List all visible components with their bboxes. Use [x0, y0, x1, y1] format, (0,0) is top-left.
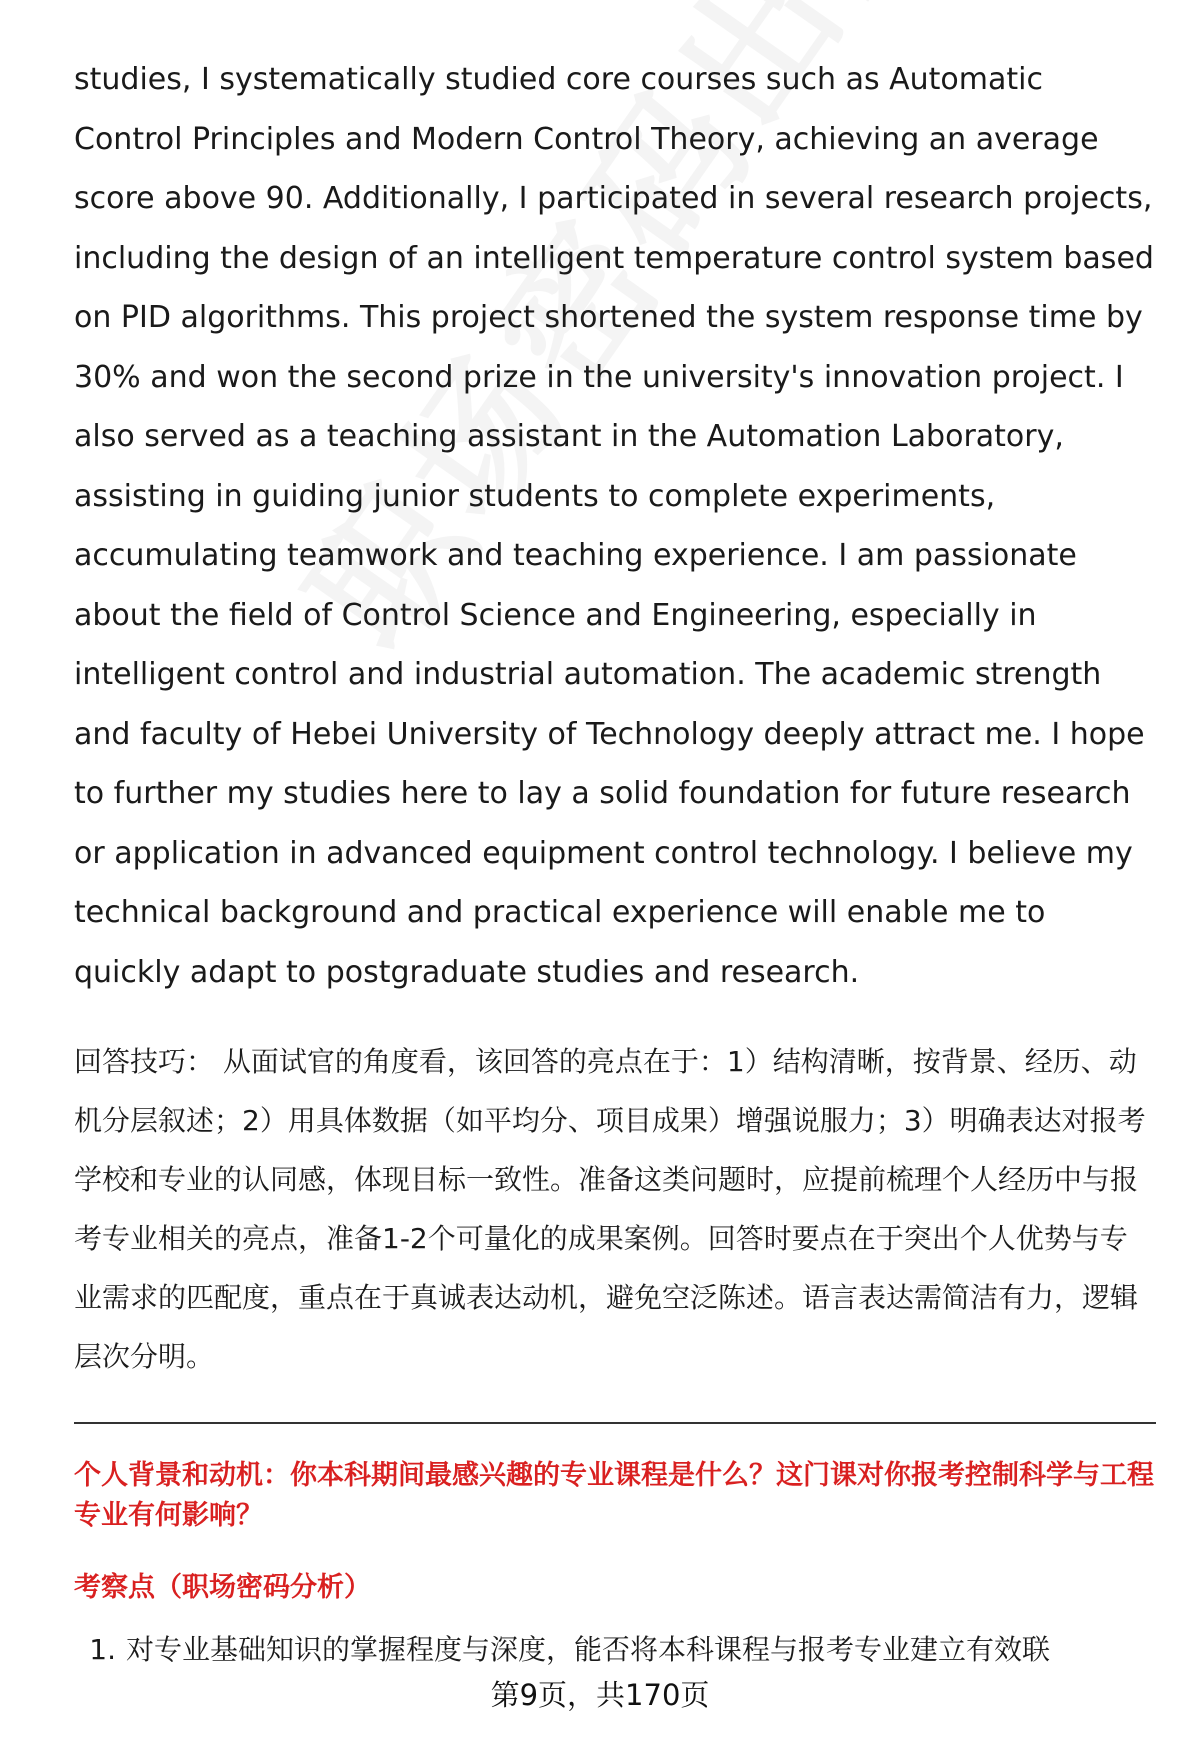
section-divider [74, 1422, 1156, 1424]
english-answer-paragraph: studies, I systematically studied core courses such as Automatic Control Principles and Modern Control Theory, achieving an average score above 90. Additionally, I participated in several research projects, including the design of an intelligent temperature control system based on PID algorithms. This project shortened the system response time by 30% and won the second prize in the university's innovation project. I also served as a teaching assistant in the Automation Laboratory, assisting in guiding junior students to complete experiments, accumulating teamwork and teaching experience. I am passionate about the field of Control Science and Engineering, especially in intelligent control and industrial automation. The academic strength and faculty of Hebei University of Technology deeply attract me. I hope to further my studies here to lay a solid foundation for future research or application in advanced equipment control technology. I believe my technical background and practical experience will enable me to quickly adapt to postgraduate studies and research. [74, 62, 1154, 990]
analysis-heading: 考察点（职场密码分析） [74, 1572, 371, 1603]
list-item [74, 1628, 1154, 1672]
page-number-footer: 第9页，共170页 [490, 1678, 710, 1712]
list-item-text: 对专业基础知识的掌握程度与深度，能否将本科课程与报考专业建立有效联 [126, 1633, 1051, 1666]
answer-tips-paragraph: 回答技巧： 从面试官的角度看，该回答的亮点在于：1）结构清晰，按背景、经历、动机分层叙述；2）用具体数据（如平均分、项目成果）增强说服力；3）明确表达对报考学校和专业的认同感，体现目标一致性。准备这类问题时，应提前梳理个人经历中与报考专业相关的亮点，准备1-2个可量化的成果案例。回答时要点在于突出个人优势与专业需求的匹配度，重点在于真诚表达动机，避免空泛陈述。语言表达需简洁有力，逻辑层次分明。 [74, 1045, 1146, 1373]
list-item-number: 1. [89, 1633, 116, 1666]
question-heading: 个人背景和动机：你本科期间最感兴趣的专业课程是什么？这门课对你报考控制科学与工程专业有何影响？ [74, 1460, 1154, 1531]
document-content [74, 50, 1154, 1672]
